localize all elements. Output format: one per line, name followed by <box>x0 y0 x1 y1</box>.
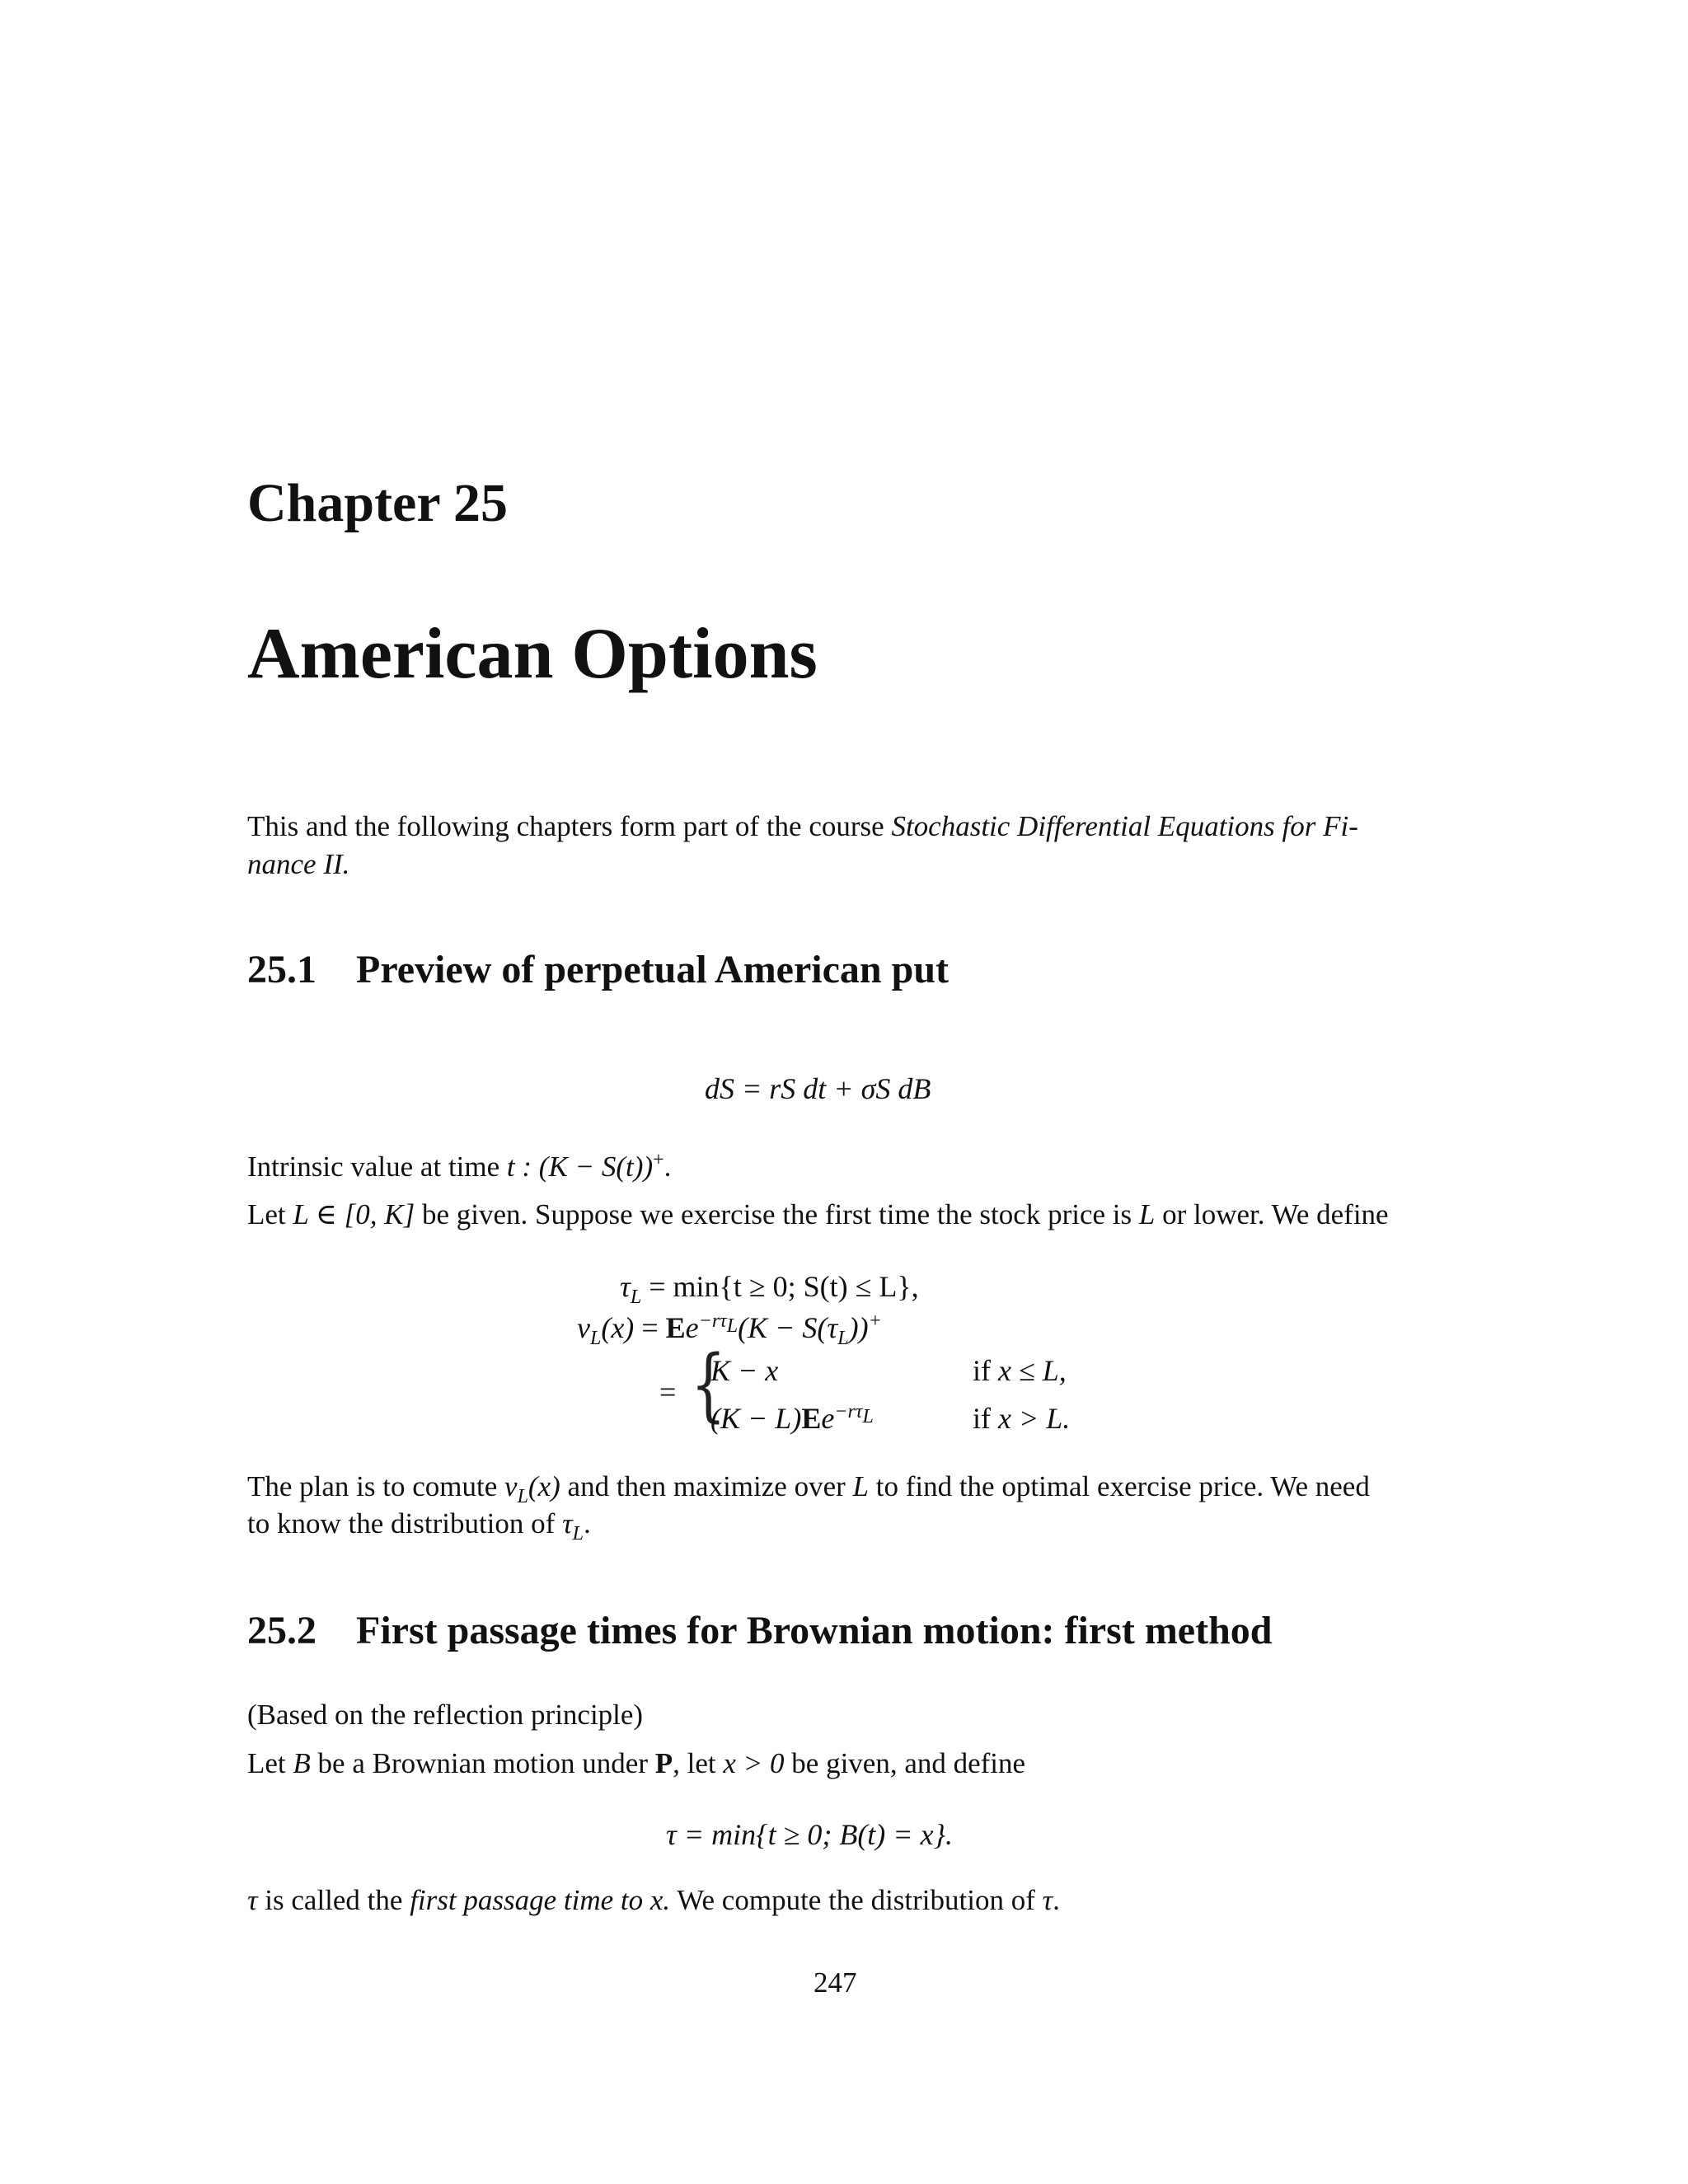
plan-line-1: The plan is to comute $v_L(x)$ and then maximize over L to find the optimal exercise price. We need <box>247 1470 1370 1507</box>
course-title: Stochastic Differential Equations for Fi- <box>891 810 1358 842</box>
case-2-expression: $(K - L)Ee^{-r\tau_L}$ <box>710 1401 874 1435</box>
intro-paragraph-line1 <box>247 808 1358 846</box>
course-title-end: nance II. <box>247 848 350 880</box>
section-heading-25-2 <box>247 1611 1272 1651</box>
chapter-title: American Options <box>247 614 818 694</box>
case-2-condition: if x > L. <box>973 1402 1071 1435</box>
based-on-line: (Based on the reflection principle) <box>247 1699 644 1731</box>
intrinsic-value-line: Intrinsic value at time t : (K − S(t))+. <box>247 1149 672 1183</box>
equation-tau: τ = min{t ≥ 0; B(t) = x}. <box>666 1818 953 1851</box>
equation-sde: dS = rS dt + σS dB <box>705 1072 931 1105</box>
left-brace: { <box>691 1338 726 1431</box>
first-passage-definition: τ is called the first passage time to x. We compute the distribution of τ. <box>247 1884 1060 1916</box>
case-1-expression: K − x <box>710 1354 779 1387</box>
section-number: 25.2 <box>247 1609 316 1652</box>
plan-line-2: to know the distribution of $\tau_L$. <box>247 1507 591 1544</box>
intro-text: This and the following chapters form part of the course <box>247 810 892 842</box>
section-title: Preview of perpetual American put <box>356 948 949 991</box>
let-L-line: Let L ∈ [0, K] be given. Suppose we exercise the first time the stock price is L or lower. We define <box>247 1198 1389 1230</box>
equals-sign: = <box>659 1376 677 1408</box>
section-number: 25.1 <box>247 948 316 991</box>
page-number: 247 <box>814 1966 857 1999</box>
case-1-condition: if x ≤ L, <box>973 1354 1067 1387</box>
equation-v-L: $v_L(x) = Ee^{-r\tau_L}(K - S(\tau_L))^+$ <box>577 1310 882 1350</box>
let-B-line: Let B be a Brownian motion under P, let x > 0 be given, and define <box>247 1747 1026 1779</box>
equation-tau-L: $\tau_L = \min\{t \ge 0$; S(t) ≤ L}, <box>620 1270 919 1309</box>
section-title: First passage times for Brownian motion: first method <box>356 1609 1273 1652</box>
section-heading-25-1 <box>247 950 949 990</box>
chapter-label: Chapter 25 <box>247 473 508 533</box>
intro-paragraph-line2 <box>247 846 349 883</box>
